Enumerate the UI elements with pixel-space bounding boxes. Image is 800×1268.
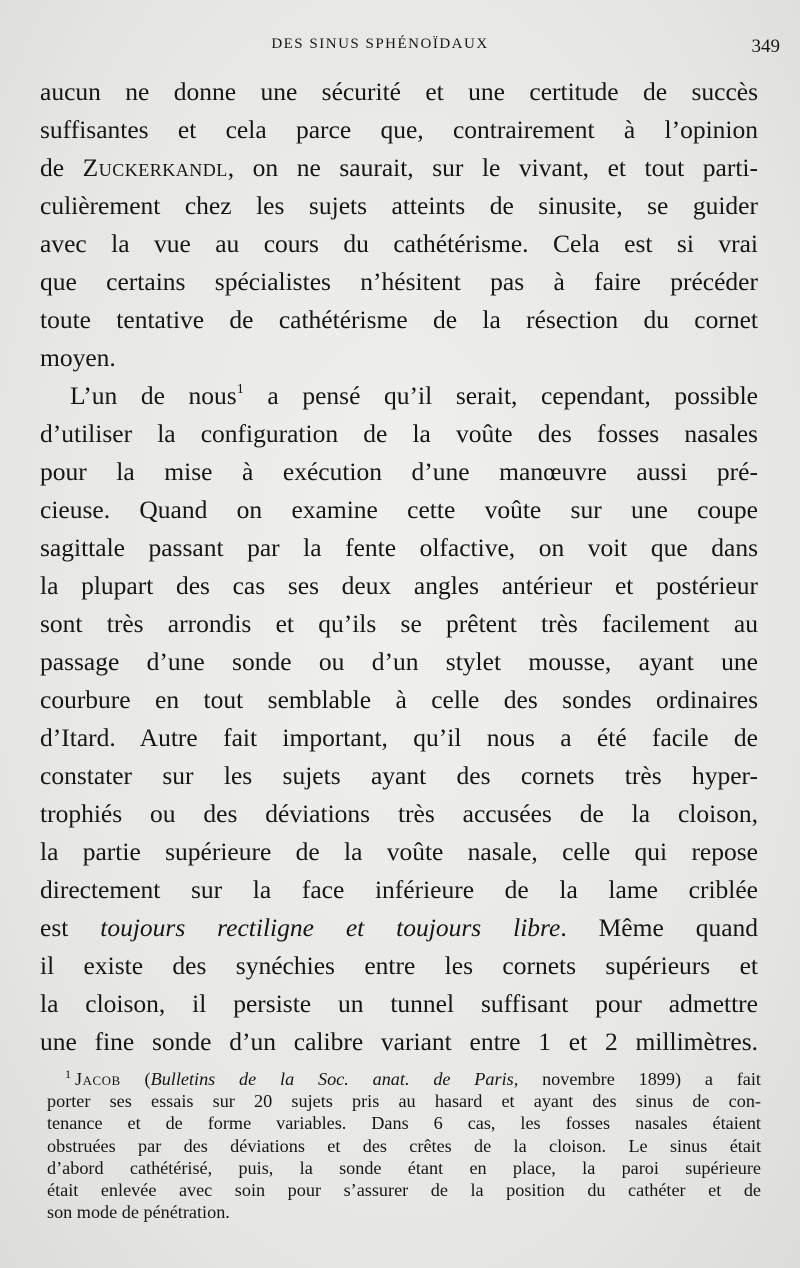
text-line: moyen. [40, 343, 116, 372]
text-line: sagittale passant par la fente olfactive, on voit que dans [40, 533, 758, 562]
text-fragment: L’un de nous [70, 381, 237, 410]
text-line: la plupart des cas ses deux angles antérieur et postérieur [40, 571, 758, 600]
text-line: une fine sonde d’un calibre variant entre 1 et 2 millimètres. [40, 1027, 758, 1056]
text-fragment: de [40, 153, 83, 182]
text-line: constater sur les sujets ayant des cornets très hyper- [40, 761, 758, 790]
text-line: il existe des synéchies entre les cornets supérieurs et [40, 951, 758, 980]
running-head [40, 34, 780, 58]
text-fragment: . Même quand [560, 913, 758, 942]
footnote-citation: Bulletins de la Soc. anat. de Paris, [150, 1069, 519, 1089]
text-line: passage d’une sonde ou d’un stylet mousse, ayant une [40, 647, 758, 676]
running-title: DES SINUS SPHÉNOÏDAUX [271, 36, 489, 52]
text-line [40, 909, 758, 947]
text-line: la partie supérieure de la voûte nasale, celle qui repose [40, 837, 758, 866]
footnote-line: son mode de pénétration. [47, 1202, 230, 1223]
text-line: suffisantes et cela parce que, contrairement à l’opinion [40, 115, 758, 144]
page-number: 349 [751, 36, 780, 57]
text-line [40, 377, 758, 415]
text-line: sont très arrondis et qu’ils se prêtent très facilement au [40, 609, 758, 638]
text-line: aucun ne donne une sécurité et une certitude de succès [40, 77, 758, 106]
footnote-line: d’abord cathétérisé, puis, la sonde étant en place, la paroi supérieure [47, 1157, 761, 1178]
text-fragment: , on ne saurait, sur le vivant, et tout parti- [227, 153, 758, 182]
text-line: toute tentative de cathétérisme de la résection du cornet [40, 305, 758, 334]
text-line: trophiés ou des déviations très accusées de la cloison, [40, 799, 758, 828]
text-fragment: novembre 1899) a fait [518, 1069, 761, 1089]
paragraph-1 [40, 73, 758, 377]
text-line: avec la vue au cours du cathétérisme. Cela est si vrai [40, 229, 758, 258]
footnote [47, 1068, 761, 1223]
text-line: d’utiliser la configuration de la voûte des fosses nasales [40, 419, 758, 448]
text-line: pour la mise à exécution d’une manœuvre aussi pré- [40, 457, 758, 486]
emphasized-text: toujours rectiligne et toujours libre [100, 913, 561, 942]
text-line: culièrement chez les sujets atteints de sinusite, se guider [40, 191, 758, 220]
footnote-line: porter ses essais sur 20 sujets pris au hasard et ayant des sinus de con- [47, 1091, 761, 1112]
footnote-author: Jacob [75, 1069, 121, 1089]
text-line: que certains spécialistes n’hésitent pas à faire précéder [40, 267, 758, 296]
text-fragment: ( [120, 1069, 151, 1089]
footnote-line: était enlevée avec soin pour s’assurer de la position du cathéter et de [47, 1180, 761, 1201]
text-line [40, 149, 758, 187]
text-line: courbure en tout semblable à celle des sondes ordinaires [40, 685, 758, 714]
body-text [40, 73, 758, 1061]
footnote-mark: 1 [65, 1068, 71, 1081]
footnote-line: obstruées par des déviations et des crêtes de la cloison. Le sinus était [47, 1135, 761, 1156]
footnote-line [47, 1068, 761, 1090]
text-line: cieuse. Quand on examine cette voûte sur une coupe [40, 495, 758, 524]
text-fragment: a pensé qu’il serait, cependant, possible [243, 381, 758, 410]
text-fragment: est [40, 913, 101, 942]
text-line: d’Itard. Autre fait important, qu’il nous a été facile de [40, 723, 758, 752]
author-name: Zuckerkandl [82, 153, 228, 182]
text-line: la cloison, il persiste un tunnel suffisant pour admettre [40, 989, 758, 1018]
paragraph-2 [40, 377, 758, 1061]
footnote-reference: 1 [236, 382, 244, 397]
footnote-line: tenance et de forme variables. Dans 6 cas, les fosses nasales étaient [47, 1113, 761, 1134]
text-line: directement sur la face inférieure de la lame criblée [40, 875, 758, 904]
